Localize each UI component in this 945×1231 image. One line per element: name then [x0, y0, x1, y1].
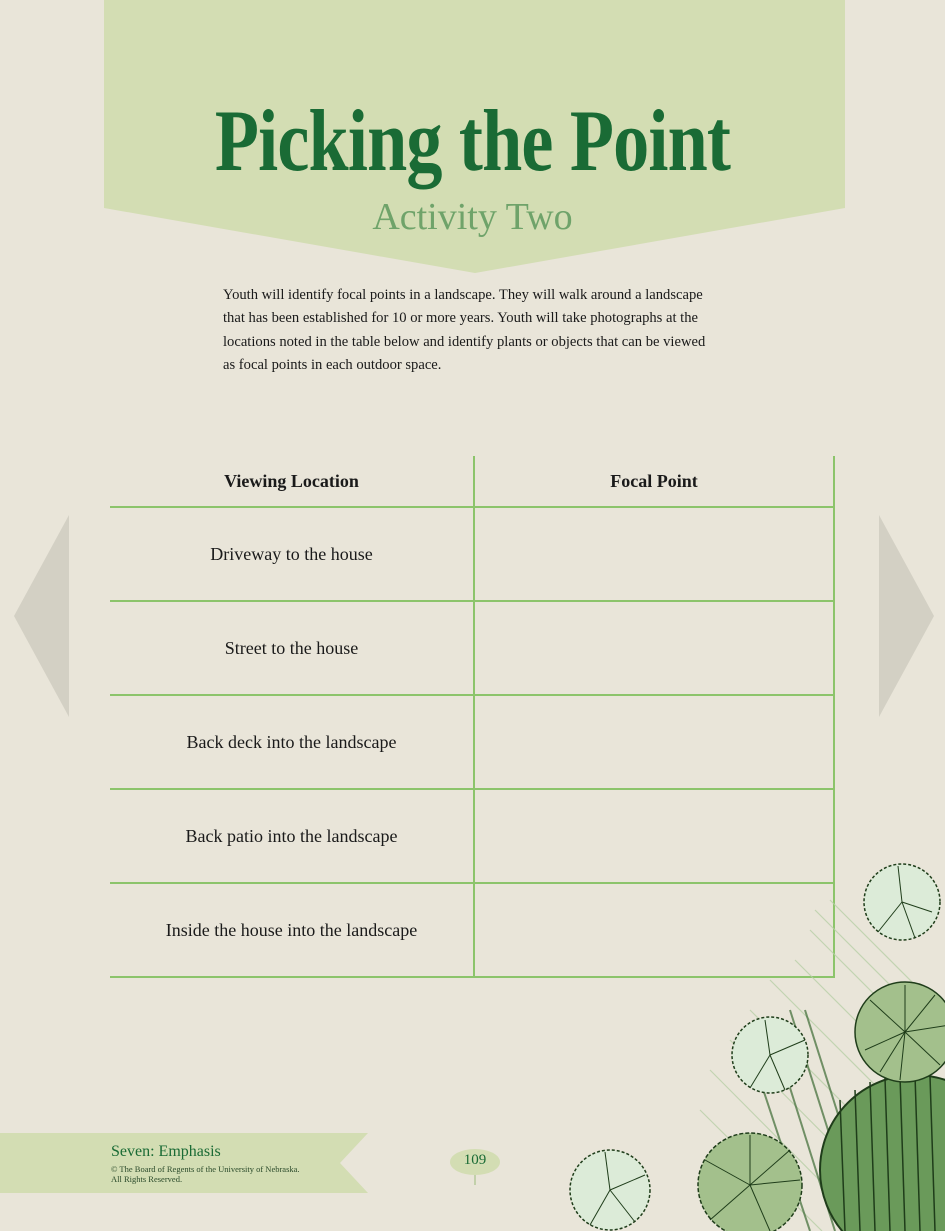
- table-row: [110, 695, 834, 789]
- location-cell: Inside the house into the landscape: [110, 883, 474, 977]
- location-cell: Back deck into the landscape: [110, 695, 474, 789]
- next-page-icon[interactable]: [879, 515, 935, 717]
- table-row: [110, 601, 834, 695]
- column-header-viewing-location: Viewing Location: [110, 456, 474, 507]
- location-cell: Driveway to the house: [110, 507, 474, 601]
- table-header-row: [110, 456, 834, 507]
- column-header-focal-point: Focal Point: [474, 456, 834, 507]
- plant-illustration: [560, 850, 945, 1231]
- previous-page-icon[interactable]: [14, 515, 70, 717]
- focal-point-cell[interactable]: [474, 601, 834, 695]
- location-cell: Back patio into the landscape: [110, 789, 474, 883]
- focal-point-cell[interactable]: [474, 695, 834, 789]
- page-number: 109: [463, 1152, 487, 1168]
- location-cell: Street to the house: [110, 601, 474, 695]
- table-row: [110, 507, 834, 601]
- page-subtitle: Activity Two: [372, 196, 573, 238]
- chapter-label: Seven: Emphasis: [111, 1143, 221, 1160]
- page-title: Picking the Point: [214, 93, 731, 190]
- focal-point-cell[interactable]: [474, 507, 834, 601]
- page-number-badge: [448, 1147, 502, 1187]
- intro-paragraph: Youth will identify focal points in a landscape. They will walk around a landscape that has been established for 10 or more years. Youth will take photographs at the locations noted in the table below and identify plants or objects that can be viewed as focal points in each outdoor space.: [223, 287, 706, 373]
- footer-tab: [0, 1133, 370, 1193]
- copyright-notice: © The Board of Regents of the University of Nebraska. All Rights Reserved.: [111, 1164, 300, 1184]
